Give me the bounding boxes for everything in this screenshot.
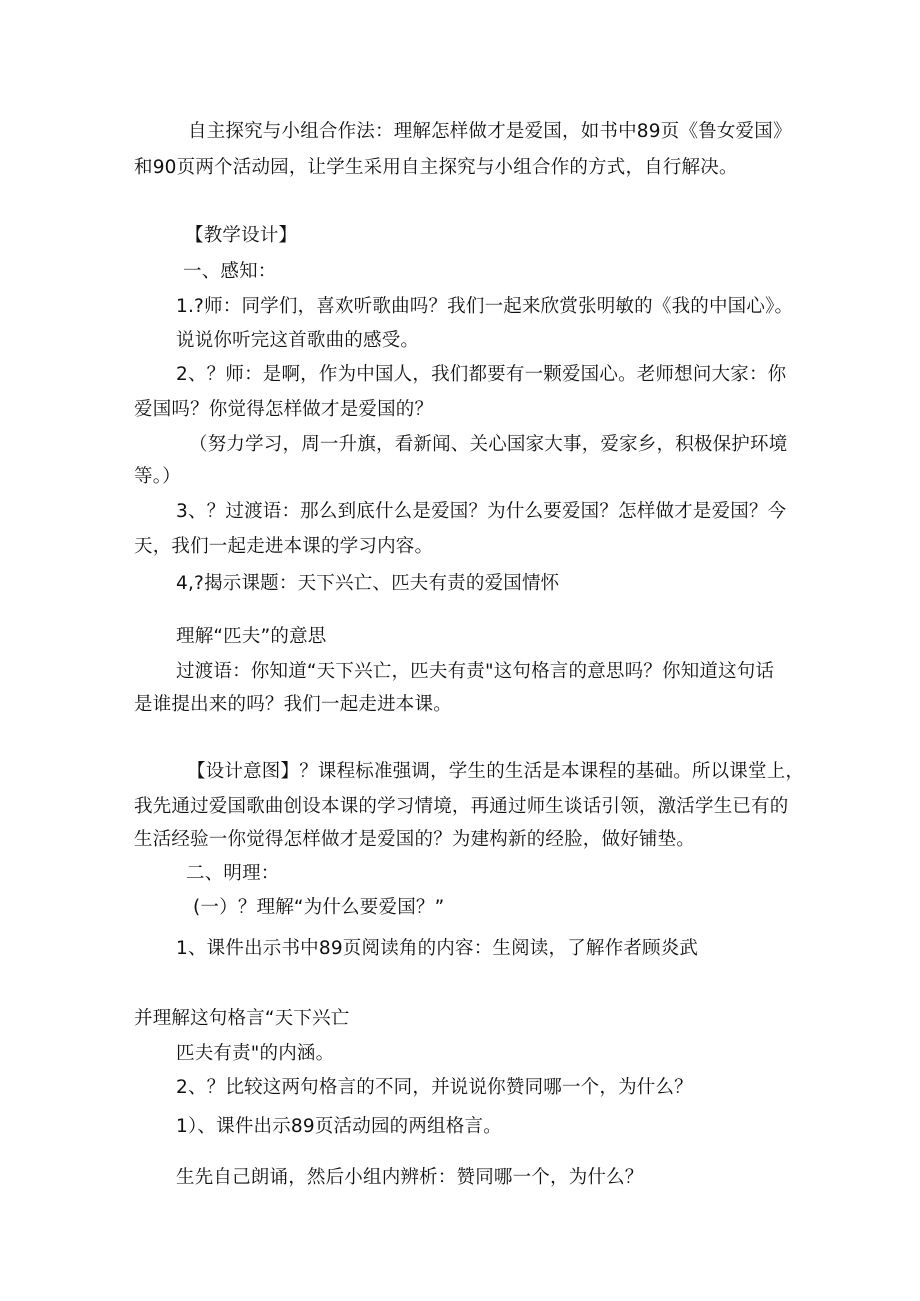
subsection-heading: (一）？理解“为什么要爱国？” bbox=[193, 897, 445, 918]
section-heading: 【教学设计】 bbox=[185, 225, 298, 246]
paragraph-line: 过渡语：你知道“天下兴亡，匹夫有责"这句格言的意思吗？你知道这句话 bbox=[176, 661, 775, 682]
paragraph-line: 说说你听完这首歌曲的感受。 bbox=[176, 330, 420, 351]
paragraph-line: 和90页两个活动园，让学生采用自主探究与小组合作的方式，自行解决。 bbox=[134, 157, 738, 178]
paragraph-line: 2、？比较这两句格言的不同，并说说你赞同哪一个，为什么？ bbox=[176, 1077, 693, 1098]
paragraph-line: 我先通过爱国歌曲创设本课的学习情境，再通过师生谈话引领，激活学生已有的 bbox=[134, 796, 789, 817]
paragraph-line: 天，我们一起走进本课的学习内容。 bbox=[134, 536, 434, 557]
paragraph-line: 自主探究与小组合作法：理解怎样做才是爱国，如书中89页《鲁女爱国》 bbox=[188, 121, 792, 142]
paragraph-line: 生活经验一你觉得怎样做才是爱国的？为建构新的经脸，做好铺垫。 bbox=[134, 829, 696, 850]
paragraph-line: （努力学习，周一升旗，看新闻、关心国家大事，爱家乡，积极保护环境 bbox=[189, 434, 788, 455]
paragraph-line: 3、？过渡语：那么到底什么是爱国？为什么要爱国？怎样做才是爱国？今 bbox=[176, 501, 787, 522]
paragraph-line: 理解“匹夫”的意思 bbox=[176, 626, 327, 647]
paragraph-line: 并理解这句格言“天下兴亡 bbox=[134, 1008, 350, 1029]
paragraph-line: 4,?揭示课题：天下兴亡、匹夫有责的爱国情怀 bbox=[176, 573, 560, 594]
paragraph-line: 1）、课件出示89页活动园的两组格言。 bbox=[176, 1116, 502, 1137]
paragraph-line: 是谁提出来的吗？我们一起走进本课。 bbox=[134, 694, 452, 715]
paragraph-line: 1.?师：同学们，喜欢听歌曲吗？我们一起来欣赏张明敏的《我的中国心》。 bbox=[176, 296, 794, 317]
paragraph-line: 等。） bbox=[134, 466, 181, 487]
paragraph-line: 生先自己朗诵，然后小组内辨析：赞同哪一个，为什么？ bbox=[176, 1167, 644, 1188]
paragraph-line: 1、课件出示书中89页阅读角的内容：生阅读，了解作者顾炎武 bbox=[176, 938, 699, 959]
paragraph-line: 爱国吗？你觉得怎样做才是爱国的？ bbox=[134, 399, 434, 420]
section-heading: 一、感知： bbox=[183, 261, 277, 282]
section-heading: 二、明理： bbox=[186, 863, 280, 884]
paragraph-line: 2、？师：是啊，作为中国人，我们都要有一颗爱国心。老师想问大家：你 bbox=[176, 364, 787, 385]
paragraph-line: 匹夫有责"的内涵。 bbox=[176, 1043, 335, 1064]
paragraph-line: 【设计意图】？课程标准强调，学生的生活是本课程的基础。所以课堂上， bbox=[187, 761, 805, 782]
